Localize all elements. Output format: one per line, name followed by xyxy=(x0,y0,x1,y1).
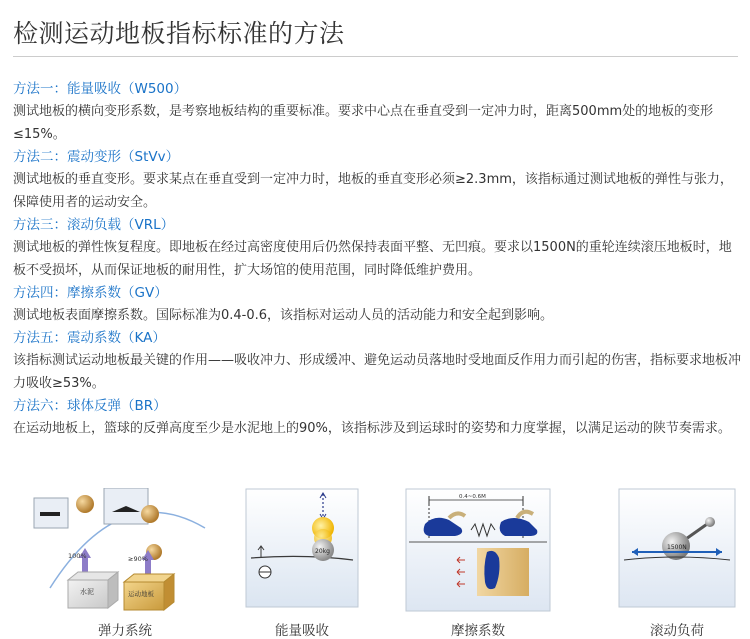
method-heading: 方法三：滚动负载（VRL） xyxy=(13,217,175,233)
methods-list xyxy=(13,78,741,440)
method-heading: 方法二：震动变形（StVv） xyxy=(13,149,180,165)
method-heading: 方法四：摩擦系数（GV） xyxy=(13,285,168,301)
range-label: 0.4~0.6M xyxy=(459,494,486,500)
figure-caption: 弹力系统 xyxy=(98,623,152,639)
rolling-illustration xyxy=(618,488,736,608)
energy-illustration xyxy=(245,488,359,608)
method-body: 在运动地板上，篮球的反弹高度至少是水泥地上的90%，该指标涉及到运球时的姿势和力度掌握，以满足运动的陕节奏需求。 xyxy=(13,421,731,436)
title-divider xyxy=(13,56,738,57)
method-heading: 方法一：能量吸收（W500） xyxy=(13,81,188,97)
figure-energy xyxy=(245,488,359,638)
page-title: 检测运动地板指标标准的方法 xyxy=(13,19,345,48)
method-2 xyxy=(13,146,741,214)
block-concrete-label: 水泥 xyxy=(80,588,94,596)
method-6 xyxy=(13,395,741,440)
method-body: 测试地板的弹性恢复程度。即地板在经过高密度使用后仍然保持表面平整、无凹痕。要求以1500N的重轮连续滚压地板时，地板不受损坏，从而保证地板的耐用性，扩大场馆的使用范围，同时降低维护费用。 xyxy=(13,240,732,278)
method-4 xyxy=(13,282,741,327)
method-1 xyxy=(13,78,741,146)
figures-row xyxy=(0,488,750,638)
ball-left-top xyxy=(76,495,94,513)
method-body: 测试地板的垂直变形。要求某点在垂直受到一定冲力时，地板的垂直变形必须≥2.3mm，该指标通过测试地板的弹性与张力，保障使用者的运动安全。 xyxy=(13,172,733,210)
weight-label: 20kg xyxy=(315,548,330,555)
method-body: 测试地板的横向变形系数，是考察地板结构的重要标准。要求中心点在垂直受到一定冲力时，距离500mm处的地板的变形≤15%。 xyxy=(13,104,714,142)
figure-rolling xyxy=(618,488,736,638)
load-label: 1500N xyxy=(667,544,687,551)
method-5 xyxy=(13,327,741,395)
method-heading: 方法五：震动系数（KA） xyxy=(13,330,166,346)
figure-caption: 摩擦系数 xyxy=(451,623,505,639)
method-body: 测试地板表面摩擦系数。国际标准为0.4-0.6，该指标对运动人员的活动能力和安全起到影响。 xyxy=(13,308,554,323)
handle-knob xyxy=(705,517,715,527)
method-3 xyxy=(13,214,741,282)
friction-illustration xyxy=(405,488,551,612)
method-body: 该指标测试运动地板最关键的作用——吸收冲力、形成缓冲、避免运动员落地时受地面反作用力而引起的伤害，指标要求地板冲力吸收≥53%。 xyxy=(13,353,742,391)
percent-left: 100% xyxy=(68,552,87,560)
rebound-illustration xyxy=(30,488,220,616)
ball-right-top xyxy=(141,505,159,523)
figure-caption: 滚动负荷 xyxy=(650,623,704,639)
figure-rebound xyxy=(30,488,220,638)
figure-friction xyxy=(405,488,551,638)
percent-right: ≥90% xyxy=(128,555,148,563)
method-heading: 方法六：球体反弹（BR） xyxy=(13,398,167,414)
figure-caption: 能量吸收 xyxy=(275,623,329,639)
block-wood-label: 运动地板 xyxy=(128,590,154,598)
